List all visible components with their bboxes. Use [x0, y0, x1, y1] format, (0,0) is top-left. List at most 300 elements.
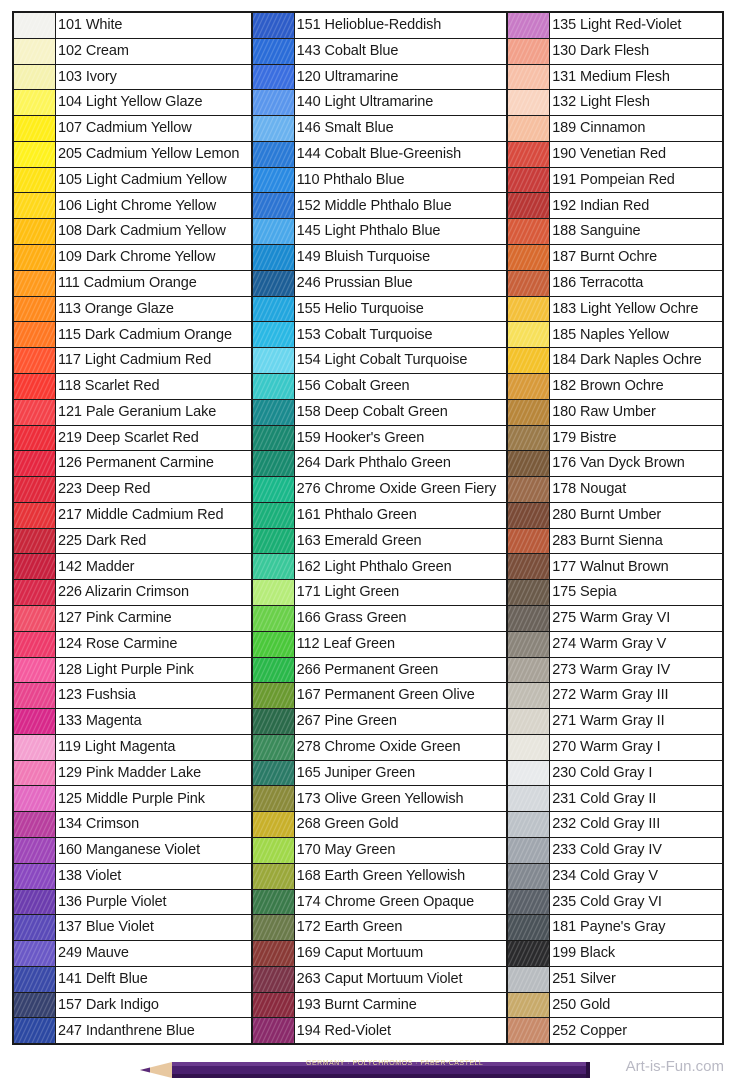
color-label: 123 Fushsia	[58, 687, 136, 704]
color-row	[508, 477, 722, 503]
color-row	[253, 761, 507, 787]
color-swatch	[508, 812, 550, 837]
color-label: 166 Grass Green	[296, 610, 407, 627]
color-row	[14, 142, 251, 168]
color-label: 144 Cobalt Blue-Greenish	[296, 146, 462, 163]
color-swatch	[253, 503, 295, 528]
color-chart	[12, 11, 724, 1045]
color-label: 149 Bluish Turquoise	[296, 249, 431, 266]
color-row	[14, 245, 251, 271]
color-label: 141 Delft Blue	[58, 971, 148, 988]
color-label: 127 Pink Carmine	[58, 610, 172, 627]
color-swatch	[253, 65, 295, 90]
color-label: 151 Helioblue-Reddish	[296, 17, 442, 34]
color-row	[253, 322, 507, 348]
color-swatch	[14, 116, 56, 141]
color-swatch	[508, 13, 550, 38]
color-swatch	[253, 709, 295, 734]
color-swatch	[14, 632, 56, 657]
color-swatch	[253, 297, 295, 322]
color-label: 170 May Green	[296, 842, 396, 859]
color-label: 231 Cold Gray II	[552, 790, 657, 807]
color-row	[508, 915, 722, 941]
color-row	[253, 890, 507, 916]
color-swatch	[14, 554, 56, 579]
color-swatch	[508, 658, 550, 683]
color-label: 283 Burnt Sienna	[552, 532, 663, 549]
color-swatch	[253, 193, 295, 218]
color-swatch	[14, 348, 56, 373]
color-label: 143 Cobalt Blue	[296, 42, 399, 59]
color-swatch	[14, 683, 56, 708]
color-row	[253, 580, 507, 606]
color-label: 115 Dark Cadmium Orange	[58, 326, 232, 343]
color-label: 190 Venetian Red	[552, 146, 666, 163]
color-row	[508, 993, 722, 1019]
color-swatch	[14, 1018, 56, 1043]
color-label: 234 Cold Gray V	[552, 867, 658, 884]
color-label: 235 Cold Gray VI	[552, 893, 662, 910]
color-swatch	[14, 864, 56, 889]
color-row	[14, 554, 251, 580]
color-row	[508, 864, 722, 890]
color-row	[14, 735, 251, 761]
color-row	[14, 580, 251, 606]
color-label: 136 Purple Violet	[58, 893, 167, 910]
color-label: 161 Phthalo Green	[296, 506, 417, 523]
color-label: 118 Scarlet Red	[58, 378, 160, 395]
color-label: 199 Black	[552, 945, 615, 962]
color-label: 270 Warm Gray I	[552, 739, 661, 756]
color-row	[253, 735, 507, 761]
color-swatch	[14, 735, 56, 760]
color-label: 247 Indanthrene Blue	[58, 1022, 195, 1039]
color-row	[508, 374, 722, 400]
color-swatch	[253, 812, 295, 837]
color-swatch	[508, 297, 550, 322]
color-label: 266 Permanent Green	[296, 661, 439, 678]
color-row	[508, 786, 722, 812]
color-label: 130 Dark Flesh	[552, 42, 650, 59]
color-label: 165 Juniper Green	[296, 764, 416, 781]
color-row	[508, 400, 722, 426]
color-row	[253, 1018, 507, 1043]
color-swatch	[508, 1018, 550, 1043]
color-label: 185 Naples Yellow	[552, 326, 670, 343]
color-label: 124 Rose Carmine	[58, 635, 178, 652]
color-label: 120 Ultramarine	[296, 68, 399, 85]
color-label: 158 Deep Cobalt Green	[296, 403, 448, 420]
color-row	[508, 451, 722, 477]
color-row	[253, 39, 507, 65]
color-row	[508, 271, 722, 297]
color-swatch	[253, 967, 295, 992]
color-row	[508, 219, 722, 245]
color-swatch	[508, 451, 550, 476]
color-row	[508, 39, 722, 65]
color-label: 181 Payne's Gray	[552, 919, 666, 936]
color-label: 249 Mauve	[58, 945, 129, 962]
color-swatch	[508, 426, 550, 451]
color-swatch	[508, 864, 550, 889]
color-label: 193 Burnt Carmine	[296, 996, 417, 1013]
color-swatch	[253, 271, 295, 296]
color-swatch	[508, 65, 550, 90]
color-row	[14, 426, 251, 452]
color-row	[508, 1018, 722, 1043]
color-label: 171 Light Green	[296, 584, 400, 601]
color-row	[253, 967, 507, 993]
color-swatch	[14, 297, 56, 322]
color-label: 125 Middle Purple Pink	[58, 790, 205, 807]
color-swatch	[14, 580, 56, 605]
color-swatch	[253, 864, 295, 889]
color-row	[253, 451, 507, 477]
color-swatch	[508, 400, 550, 425]
color-row	[508, 683, 722, 709]
color-row	[253, 554, 507, 580]
color-label: 153 Cobalt Turquoise	[296, 326, 433, 343]
color-swatch	[14, 786, 56, 811]
color-label: 268 Green Gold	[296, 816, 399, 833]
color-label: 232 Cold Gray III	[552, 816, 661, 833]
color-row	[508, 554, 722, 580]
color-label: 186 Terracotta	[552, 274, 644, 291]
color-label: 267 Pine Green	[296, 713, 397, 730]
color-swatch	[14, 219, 56, 244]
color-swatch	[14, 761, 56, 786]
color-label: 138 Violet	[58, 867, 122, 884]
pencil-imprint: GERMANY · POLYCHROMOS · FABER-CASTELL	[306, 1060, 484, 1067]
color-row	[508, 606, 722, 632]
color-label: 145 Light Phthalo Blue	[296, 223, 441, 240]
color-row	[14, 193, 251, 219]
color-swatch	[508, 554, 550, 579]
color-swatch	[508, 529, 550, 554]
color-row	[14, 90, 251, 116]
color-label: 112 Leaf Green	[296, 635, 395, 652]
color-label: 271 Warm Gray II	[552, 713, 665, 730]
color-swatch	[14, 941, 56, 966]
color-swatch	[253, 426, 295, 451]
color-label: 272 Warm Gray III	[552, 687, 669, 704]
color-row	[253, 65, 507, 91]
color-row	[508, 580, 722, 606]
color-row	[253, 683, 507, 709]
color-row	[253, 168, 507, 194]
color-label: 178 Nougat	[552, 481, 627, 498]
color-label: 119 Light Magenta	[58, 739, 176, 756]
color-row	[14, 297, 251, 323]
color-swatch	[508, 219, 550, 244]
color-swatch	[14, 39, 56, 64]
color-label: 233 Cold Gray IV	[552, 842, 662, 859]
color-label: 225 Dark Red	[58, 532, 147, 549]
color-swatch	[508, 142, 550, 167]
color-row	[14, 503, 251, 529]
chart-column-2	[253, 13, 509, 1043]
color-swatch	[508, 116, 550, 141]
color-row	[508, 890, 722, 916]
color-label: 183 Light Yellow Ochre	[552, 300, 699, 317]
color-swatch	[14, 168, 56, 193]
color-swatch	[253, 116, 295, 141]
color-row	[508, 709, 722, 735]
color-label: 175 Sepia	[552, 584, 617, 601]
color-label: 109 Dark Chrome Yellow	[58, 249, 216, 266]
color-label: 117 Light Cadmium Red	[58, 352, 212, 369]
color-row	[14, 632, 251, 658]
color-label: 172 Earth Green	[296, 919, 403, 936]
color-label: 180 Raw Umber	[552, 403, 656, 420]
color-row	[14, 374, 251, 400]
color-label: 194 Red-Violet	[296, 1022, 391, 1039]
color-label: 182 Brown Ochre	[552, 378, 664, 395]
color-swatch	[508, 993, 550, 1018]
color-swatch	[253, 39, 295, 64]
color-swatch	[253, 554, 295, 579]
color-row	[14, 786, 251, 812]
color-label: 184 Dark Naples Ochre	[552, 352, 702, 369]
color-swatch	[14, 838, 56, 863]
color-swatch	[508, 632, 550, 657]
color-label: 205 Cadmium Yellow Lemon	[58, 146, 240, 163]
color-label: 226 Alizarin Crimson	[58, 584, 189, 601]
color-swatch	[508, 786, 550, 811]
color-label: 156 Cobalt Green	[296, 378, 410, 395]
color-row	[253, 993, 507, 1019]
color-swatch	[253, 245, 295, 270]
color-label: 174 Chrome Green Opaque	[296, 893, 475, 910]
color-swatch	[14, 967, 56, 992]
color-swatch	[253, 658, 295, 683]
color-row	[253, 838, 507, 864]
color-label: 137 Blue Violet	[58, 919, 154, 936]
color-row	[14, 400, 251, 426]
color-row	[253, 142, 507, 168]
color-label: 152 Middle Phthalo Blue	[296, 197, 452, 214]
color-row	[14, 838, 251, 864]
color-swatch	[14, 142, 56, 167]
color-row	[14, 1018, 251, 1043]
color-swatch	[253, 683, 295, 708]
color-row	[14, 529, 251, 555]
color-row	[14, 219, 251, 245]
color-swatch	[14, 890, 56, 915]
color-swatch	[14, 322, 56, 347]
color-swatch	[14, 477, 56, 502]
color-label: 103 Ivory	[58, 68, 117, 85]
color-row	[14, 39, 251, 65]
color-label: 219 Deep Scarlet Red	[58, 429, 199, 446]
color-label: 223 Deep Red	[58, 481, 151, 498]
color-row	[253, 864, 507, 890]
color-label: 276 Chrome Oxide Green Fiery	[296, 481, 497, 498]
color-swatch	[14, 529, 56, 554]
color-row	[14, 322, 251, 348]
color-row	[508, 941, 722, 967]
color-swatch	[253, 400, 295, 425]
color-label: 173 Olive Green Yellowish	[296, 790, 464, 807]
color-swatch	[14, 400, 56, 425]
color-label: 160 Manganese Violet	[58, 842, 201, 859]
color-row	[253, 400, 507, 426]
color-row	[14, 477, 251, 503]
color-row	[14, 606, 251, 632]
color-row	[508, 297, 722, 323]
color-row	[253, 245, 507, 271]
color-row	[253, 426, 507, 452]
color-label: 121 Pale Geranium Lake	[58, 403, 217, 420]
color-label: 264 Dark Phthalo Green	[296, 455, 451, 472]
color-row	[508, 116, 722, 142]
color-row	[14, 683, 251, 709]
color-row	[14, 761, 251, 787]
color-row	[253, 13, 507, 39]
color-swatch	[253, 90, 295, 115]
color-label: 106 Light Chrome Yellow	[58, 197, 217, 214]
color-swatch	[14, 426, 56, 451]
color-row	[508, 735, 722, 761]
color-label: 177 Walnut Brown	[552, 558, 669, 575]
color-label: 129 Pink Madder Lake	[58, 764, 202, 781]
color-row	[508, 426, 722, 452]
color-row	[508, 967, 722, 993]
color-label: 191 Pompeian Red	[552, 171, 675, 188]
color-swatch	[14, 915, 56, 940]
color-row	[508, 322, 722, 348]
color-row	[253, 271, 507, 297]
color-swatch	[508, 735, 550, 760]
color-swatch	[253, 13, 295, 38]
color-swatch	[14, 193, 56, 218]
color-swatch	[253, 580, 295, 605]
color-label: 192 Indian Red	[552, 197, 650, 214]
color-label: 142 Madder	[58, 558, 135, 575]
color-label: 126 Permanent Carmine	[58, 455, 214, 472]
color-row	[508, 529, 722, 555]
color-row	[508, 761, 722, 787]
color-label: 252 Copper	[552, 1022, 627, 1039]
color-swatch	[508, 967, 550, 992]
color-swatch	[253, 632, 295, 657]
color-swatch	[253, 348, 295, 373]
color-swatch	[508, 580, 550, 605]
color-row	[508, 13, 722, 39]
color-swatch	[253, 761, 295, 786]
color-swatch	[14, 709, 56, 734]
color-swatch	[253, 735, 295, 760]
color-row	[253, 348, 507, 374]
color-swatch	[508, 271, 550, 296]
color-row	[508, 193, 722, 219]
color-swatch	[253, 890, 295, 915]
color-label: 251 Silver	[552, 971, 616, 988]
color-label: 111 Cadmium Orange	[58, 274, 197, 291]
color-row	[253, 193, 507, 219]
color-row	[14, 13, 251, 39]
color-label: 168 Earth Green Yellowish	[296, 867, 466, 884]
color-label: 275 Warm Gray VI	[552, 610, 671, 627]
color-row	[508, 503, 722, 529]
color-label: 280 Burnt Umber	[552, 506, 662, 523]
color-row	[14, 890, 251, 916]
color-label: 188 Sanguine	[552, 223, 641, 240]
color-row	[253, 915, 507, 941]
color-swatch	[253, 786, 295, 811]
color-swatch	[253, 142, 295, 167]
color-swatch	[253, 219, 295, 244]
color-swatch	[14, 812, 56, 837]
color-swatch	[14, 658, 56, 683]
color-swatch	[14, 993, 56, 1018]
color-swatch	[253, 168, 295, 193]
color-label: 278 Chrome Oxide Green	[296, 739, 461, 756]
color-swatch	[14, 374, 56, 399]
color-swatch	[253, 915, 295, 940]
color-label: 189 Cinnamon	[552, 120, 646, 137]
color-swatch	[253, 993, 295, 1018]
color-swatch	[253, 1018, 295, 1043]
color-row	[253, 812, 507, 838]
color-swatch	[253, 451, 295, 476]
chart-column-3	[508, 13, 722, 1043]
color-swatch	[253, 838, 295, 863]
color-label: 217 Middle Cadmium Red	[58, 506, 224, 523]
color-row	[508, 348, 722, 374]
color-row	[14, 812, 251, 838]
color-swatch	[253, 374, 295, 399]
color-swatch	[14, 13, 56, 38]
color-swatch	[508, 915, 550, 940]
color-swatch	[508, 193, 550, 218]
color-label: 102 Cream	[58, 42, 129, 59]
color-label: 169 Caput Mortuum	[296, 945, 424, 962]
color-row	[14, 864, 251, 890]
color-row	[253, 658, 507, 684]
color-label: 162 Light Phthalo Green	[296, 558, 452, 575]
color-label: 230 Cold Gray I	[552, 764, 653, 781]
color-swatch	[508, 477, 550, 502]
color-row	[14, 993, 251, 1019]
color-row	[14, 65, 251, 91]
color-swatch	[253, 606, 295, 631]
color-label: 159 Hooker's Green	[296, 429, 425, 446]
color-row	[14, 941, 251, 967]
color-label: 134 Crimson	[58, 816, 140, 833]
color-label: 274 Warm Gray V	[552, 635, 667, 652]
color-label: 104 Light Yellow Glaze	[58, 94, 203, 111]
color-row	[14, 451, 251, 477]
color-label: 263 Caput Mortuum Violet	[296, 971, 463, 988]
color-swatch	[508, 606, 550, 631]
color-swatch	[508, 245, 550, 270]
color-label: 107 Cadmium Yellow	[58, 120, 192, 137]
color-swatch	[508, 374, 550, 399]
color-row	[508, 142, 722, 168]
color-label: 163 Emerald Green	[296, 532, 422, 549]
color-label: 108 Dark Cadmium Yellow	[58, 223, 226, 240]
color-swatch	[508, 168, 550, 193]
color-label: 273 Warm Gray IV	[552, 661, 671, 678]
color-swatch	[508, 503, 550, 528]
color-row	[253, 632, 507, 658]
color-label: 128 Light Purple Pink	[58, 661, 194, 678]
color-row	[253, 297, 507, 323]
color-label: 140 Light Ultramarine	[296, 94, 434, 111]
color-row	[253, 90, 507, 116]
color-label: 146 Smalt Blue	[296, 120, 394, 137]
